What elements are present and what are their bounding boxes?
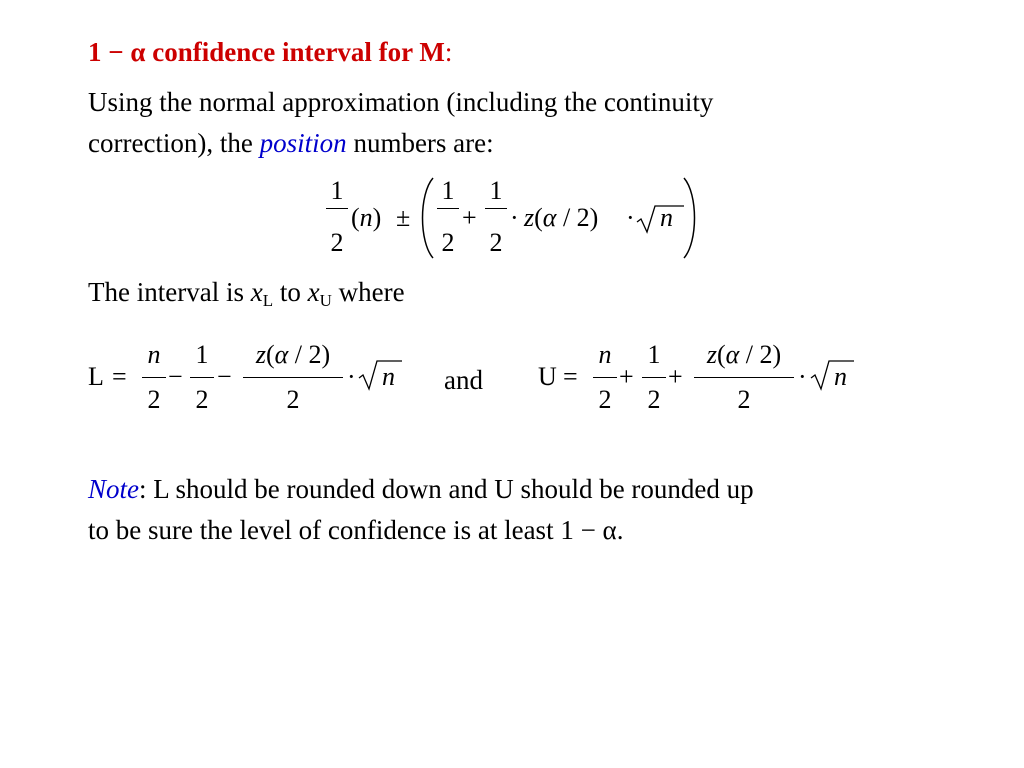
note-line1-rest: : L should be rounded down and U should be rounded up (139, 474, 754, 504)
title-colon: : (444, 37, 453, 67)
b-denominator: 2 (489, 228, 503, 257)
u-frac1-denominator: 2 (598, 385, 612, 414)
u-frac3-denominator: 2 (737, 385, 751, 414)
u-frac1-numerator: n (598, 340, 612, 369)
title-prefix: 1 − (88, 37, 131, 67)
dot-operator-1: · (510, 203, 519, 232)
plus-minus-sign: ± (396, 203, 411, 232)
half-numerator: 1 (330, 176, 344, 205)
u-plus-1: + (619, 362, 634, 391)
u-frac1-bar (593, 377, 617, 378)
u-sqrt-symbol (810, 359, 856, 391)
u-frac3-bar (694, 377, 794, 378)
x-lower: x (250, 277, 263, 307)
n-term: (n) (351, 203, 382, 232)
dot-operator-2: · (626, 203, 635, 232)
intro-emphasis-position: position (259, 128, 347, 158)
l-frac1-denominator: 2 (147, 385, 161, 414)
a-numerator: 1 (441, 176, 455, 205)
intro-line-1: Using the normal approximation (including the continuity (88, 87, 714, 117)
interval-after: where (331, 277, 405, 307)
b-numerator: 1 (489, 176, 503, 205)
l-frac2-numerator: 1 (195, 340, 209, 369)
u-equals: = (563, 362, 578, 391)
u-sqrt-argument: n (834, 362, 847, 391)
note-label: Note (88, 474, 139, 504)
u-frac3-numerator: z(α / 2) (706, 340, 782, 369)
l-sqrt-argument: n (382, 362, 395, 391)
l-dot: · (347, 362, 356, 391)
l-minus-2: − (217, 362, 232, 391)
intro-line2-before: correction), the (88, 128, 260, 158)
and-text: and (444, 365, 483, 395)
l-minus-1: − (168, 362, 183, 391)
l-frac2-denominator: 2 (195, 385, 209, 414)
interval-mid: to (273, 277, 308, 307)
u-plus-2: + (668, 362, 683, 391)
intro-line2-after: numbers are: (346, 128, 494, 158)
a-denominator: 2 (441, 228, 455, 257)
u-dot: · (798, 362, 807, 391)
title-alpha: α (130, 37, 146, 67)
interval-before: The interval is (88, 277, 251, 307)
half-denominator: 2 (330, 228, 344, 257)
title-text: confidence interval for M (145, 37, 445, 67)
l-frac1-numerator: n (147, 340, 161, 369)
l-frac3-numerator: z(α / 2) (255, 340, 331, 369)
sqrt-argument-n: n (660, 203, 673, 232)
note-line-2: to be sure the level of confidence is at least 1 − α. (88, 515, 624, 545)
l-label: L (88, 362, 104, 391)
u-frac2-bar (642, 377, 666, 378)
plus-sign: + (462, 203, 477, 232)
u-label: U (538, 362, 557, 391)
l-frac3-denominator: 2 (286, 385, 300, 414)
u-frac2-numerator: 1 (647, 340, 661, 369)
u-frac2-denominator: 2 (647, 385, 661, 414)
l-equals: = (112, 362, 127, 391)
z-alpha-term: z(α / 2) (524, 203, 599, 232)
x-upper: x (307, 277, 320, 307)
subscript-l: L (262, 291, 274, 310)
subscript-u: U (319, 291, 332, 310)
note-line-1 (88, 469, 754, 509)
